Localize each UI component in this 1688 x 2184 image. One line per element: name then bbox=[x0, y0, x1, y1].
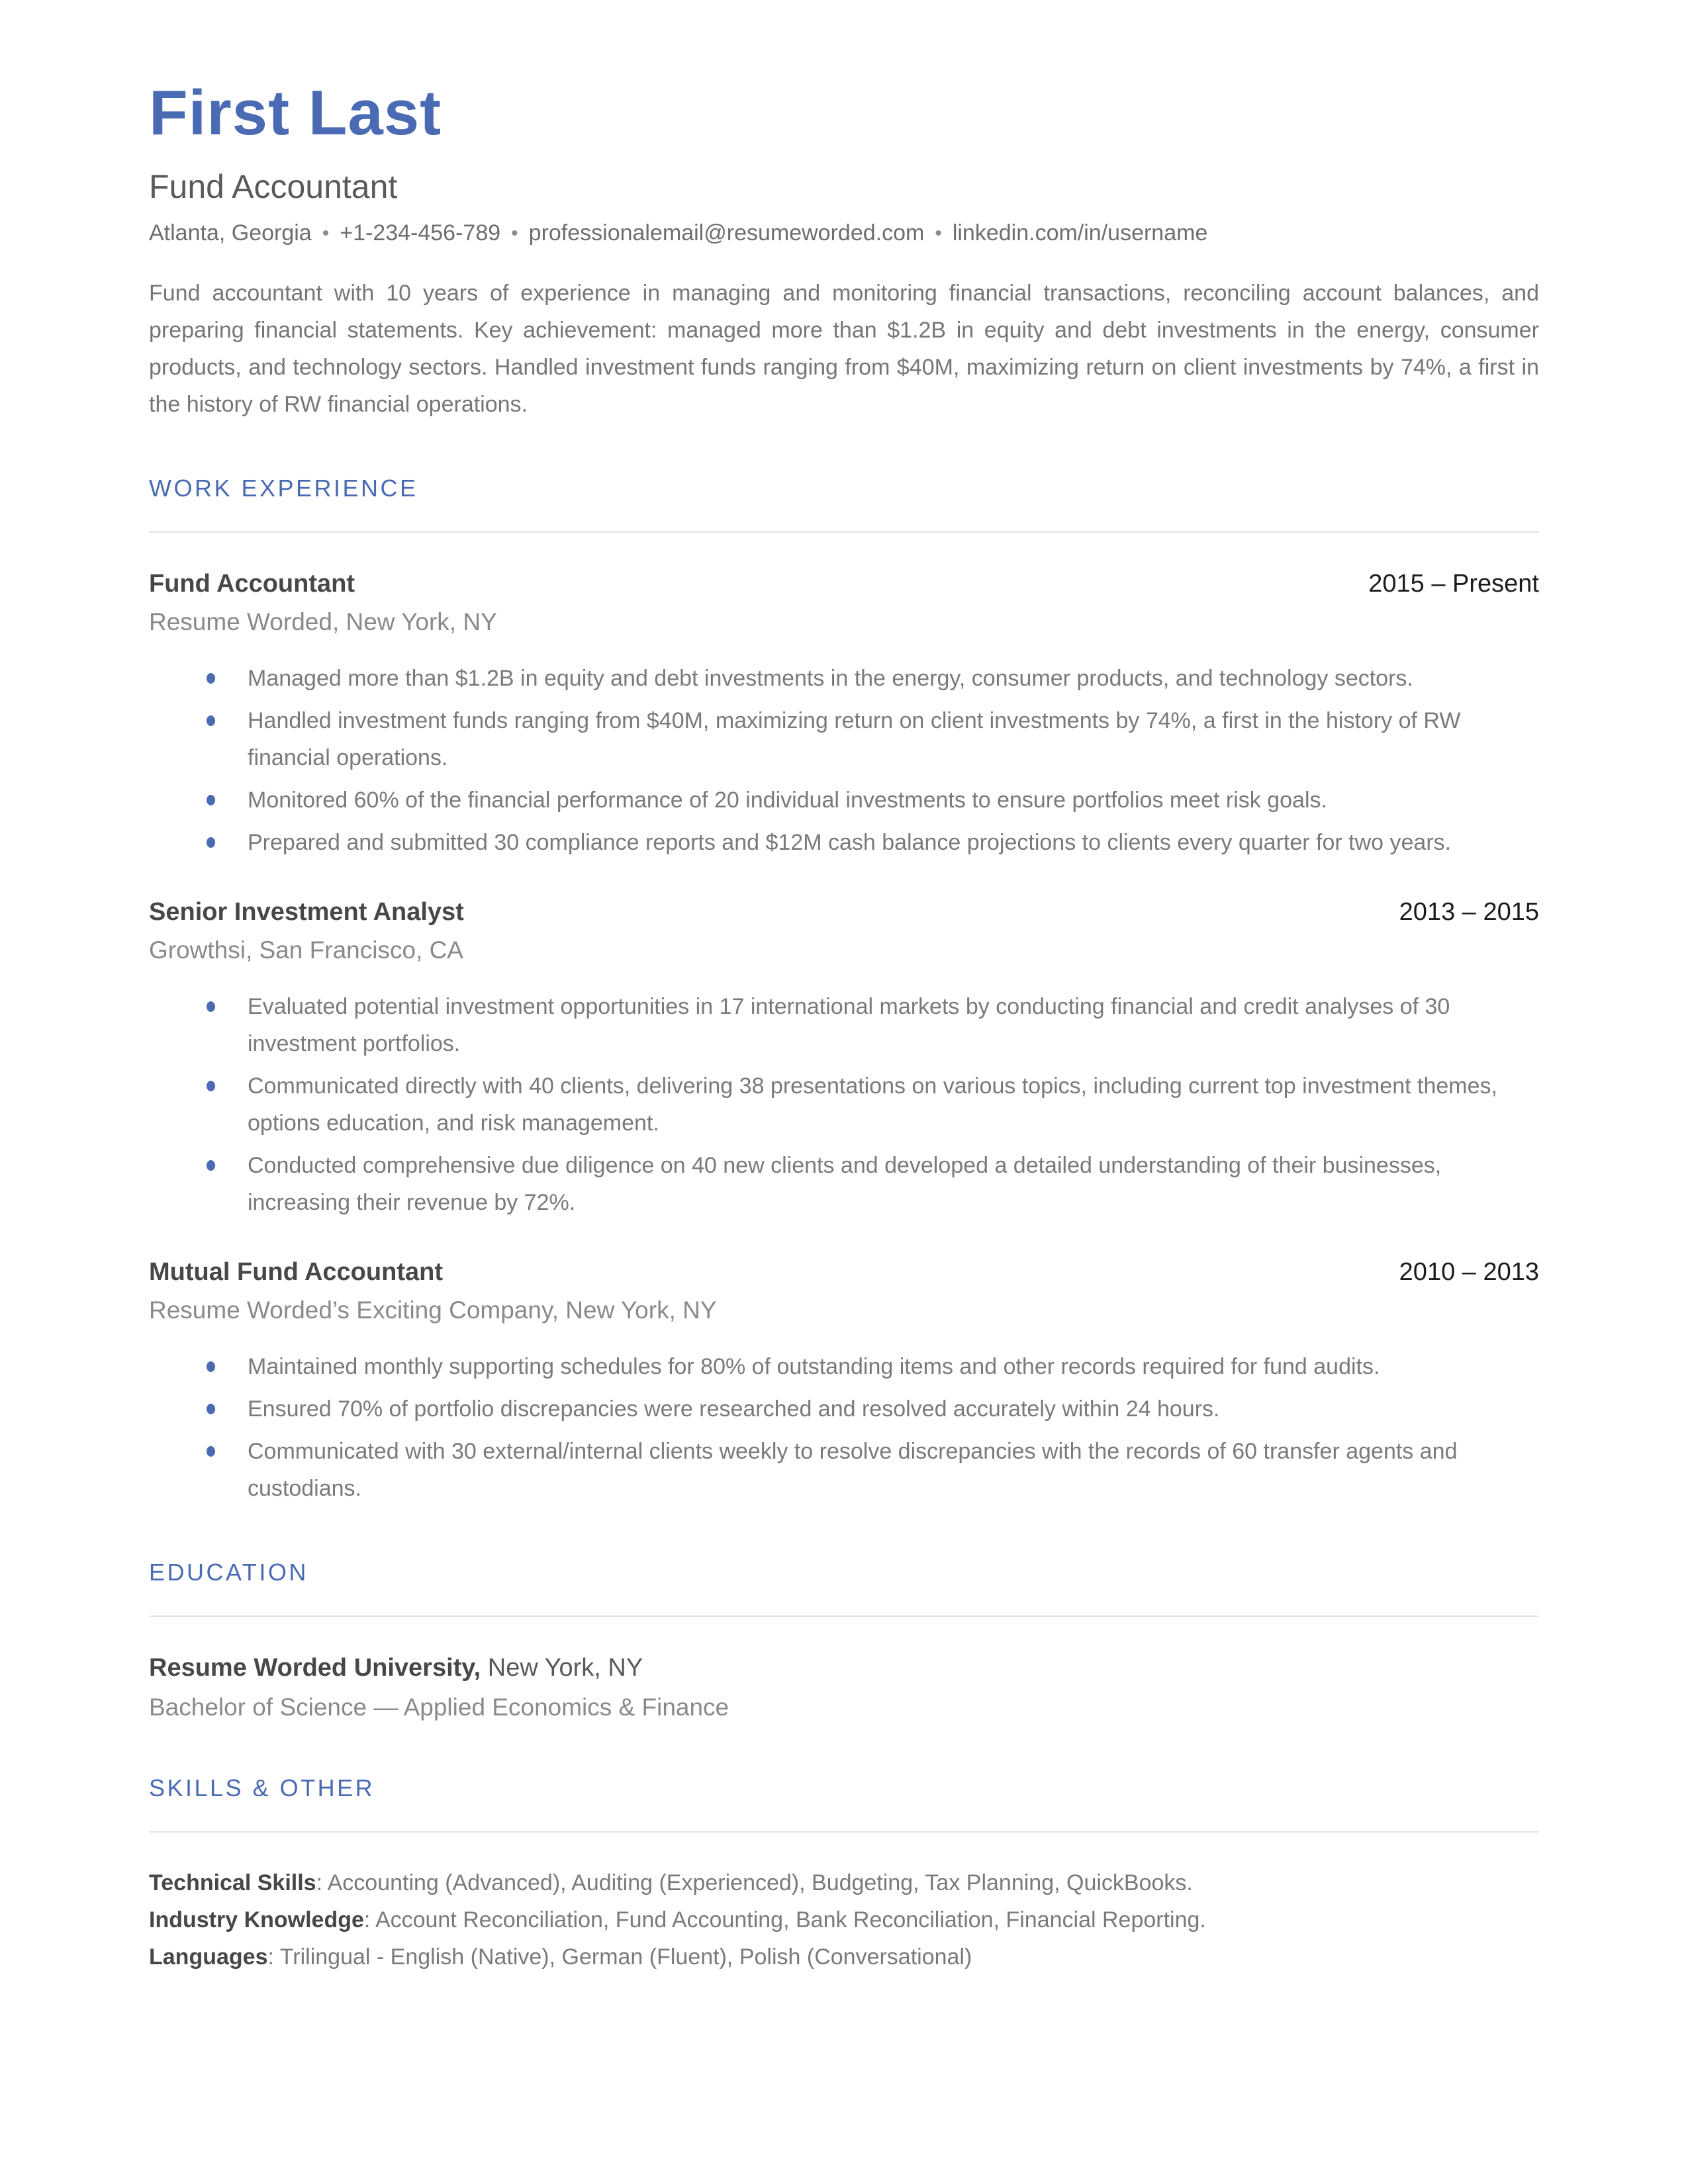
section-divider bbox=[149, 1615, 1539, 1617]
work-experience-section bbox=[149, 475, 1539, 1507]
job-header bbox=[149, 897, 1539, 927]
job-bullet: Prepared and submitted 30 compliance reports and $12M cash balance projections to clients every quarter for two years. bbox=[205, 824, 1539, 861]
skill-text: : Accounting (Advanced), Auditing (Experienced), Budgeting, Tax Planning, QuickBooks. bbox=[316, 1870, 1193, 1895]
job-header bbox=[149, 1257, 1539, 1287]
education-school-location: New York, NY bbox=[481, 1653, 643, 1682]
job-entry bbox=[149, 897, 1539, 1221]
job-bullet: Ensured 70% of portfolio discrepancies were researched and resolved accurately within 24 hours. bbox=[205, 1390, 1539, 1428]
contact-phone: +1-234-456-789 bbox=[340, 220, 501, 246]
skill-label: Languages bbox=[149, 1944, 268, 1970]
job-bullet-list bbox=[205, 660, 1539, 861]
job-company: Resume Worded’s Exciting Company, New York, NY bbox=[149, 1296, 717, 1324]
job-bullet: Evaluated potential investment opportunities in 17 international markets by conducting financial and credit analyses of 30 investment portfolios. bbox=[205, 988, 1539, 1062]
resume-header bbox=[149, 78, 1539, 423]
education-heading: EDUCATION bbox=[149, 1558, 308, 1586]
job-bullet: Communicated directly with 40 clients, delivering 38 presentations on various topics, including current top investment themes, options education, and risk management. bbox=[205, 1068, 1539, 1142]
education-school-line bbox=[149, 1653, 1539, 1683]
skill-text: : Account Reconciliation, Fund Accounting, Bank Reconciliation, Financial Reporting. bbox=[363, 1907, 1206, 1933]
contact-line bbox=[149, 217, 1539, 250]
job-title: Mutual Fund Accountant bbox=[149, 1257, 443, 1286]
job-bullet: Managed more than $1.2B in equity and debt investments in the energy, consumer products, and technology sectors. bbox=[205, 660, 1539, 697]
work-experience-heading: WORK EXPERIENCE bbox=[149, 474, 418, 502]
skills-block bbox=[149, 1864, 1539, 1976]
candidate-title: Fund Accountant bbox=[149, 167, 398, 205]
job-bullet: Communicated with 30 external/internal clients weekly to resolve discrepancies with the records of 60 transfer agents and custodians. bbox=[205, 1433, 1539, 1507]
education-section bbox=[149, 1559, 1539, 1723]
section-divider bbox=[149, 531, 1539, 533]
job-bullet-list bbox=[205, 988, 1539, 1221]
education-degree: Bachelor of Science — Applied Economics & Finance bbox=[149, 1693, 729, 1721]
job-company: Growthsi, San Francisco, CA bbox=[149, 936, 463, 964]
skill-line bbox=[149, 1864, 1539, 1901]
contact-separator-dot: • bbox=[322, 222, 330, 244]
skill-line bbox=[149, 1938, 1539, 1976]
skill-text: : Trilingual - English (Native), German (Fluent), Polish (Conversational) bbox=[267, 1944, 972, 1970]
job-bullet: Monitored 60% of the financial performance of 20 individual investments to ensure portfolios meet risk goals. bbox=[205, 782, 1539, 819]
job-entry bbox=[149, 569, 1539, 861]
job-title: Senior Investment Analyst bbox=[149, 897, 464, 926]
job-entry bbox=[149, 1257, 1539, 1507]
job-bullet: Maintained monthly supporting schedules for 80% of outstanding items and other records required for fund audits. bbox=[205, 1348, 1539, 1385]
contact-email: professionalemail@resumeworded.com bbox=[528, 220, 925, 246]
job-company: Resume Worded, New York, NY bbox=[149, 608, 497, 635]
candidate-name: First Last bbox=[149, 77, 442, 148]
contact-linkedin: linkedin.com/in/username bbox=[952, 220, 1208, 246]
job-dates: 2013 – 2015 bbox=[1399, 897, 1539, 926]
job-bullet: Conducted comprehensive due diligence on 40 new clients and developed a detailed understanding of their businesses, increasing their revenue by 72%. bbox=[205, 1147, 1539, 1221]
skill-label: Technical Skills bbox=[149, 1870, 316, 1895]
job-bullet: Handled investment funds ranging from $40M, maximizing return on client investments by 74%, a first in the history of RW financial operations. bbox=[205, 702, 1539, 776]
job-header bbox=[149, 569, 1539, 599]
job-bullet-list bbox=[205, 1348, 1539, 1507]
contact-location: Atlanta, Georgia bbox=[149, 220, 312, 246]
section-divider bbox=[149, 1831, 1539, 1833]
education-entry bbox=[149, 1653, 1539, 1723]
skills-heading: SKILLS & OTHER bbox=[149, 1774, 375, 1801]
job-title: Fund Accountant bbox=[149, 569, 355, 598]
education-school-name: Resume Worded University, bbox=[149, 1653, 481, 1682]
job-dates: 2015 – Present bbox=[1368, 569, 1539, 598]
contact-separator-dot: • bbox=[511, 222, 518, 244]
skill-label: Industry Knowledge bbox=[149, 1907, 364, 1933]
skills-section bbox=[149, 1774, 1539, 1976]
contact-separator-dot: • bbox=[935, 222, 942, 244]
skill-line bbox=[149, 1901, 1539, 1938]
professional-summary: Fund accountant with 10 years of experience in managing and monitoring financial transactions, reconciling account balances, and preparing financial statements. Key achievement: managed more than $1.2B in equity and debt investments in the energy, consumer products, and technology sectors. Handled investment funds ranging from $40M, maximizing return on client investments by 74%, a first in the history of RW financial operations. bbox=[149, 280, 1539, 417]
job-dates: 2010 – 2013 bbox=[1399, 1257, 1539, 1286]
